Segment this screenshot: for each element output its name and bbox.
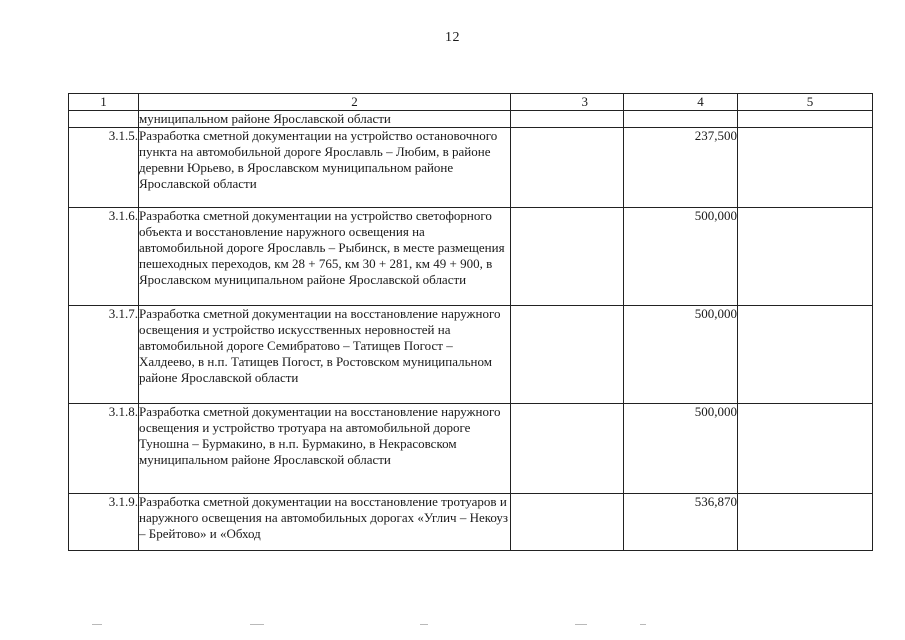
table-row [69, 306, 873, 404]
cell-amount: 500,000 [624, 404, 738, 494]
scan-dot [640, 624, 646, 625]
table-row-continuation [69, 111, 873, 128]
cell-desc: Разработка сметной документации на устройство светофорного объекта и восстановление наружного освещения на автомобильной дороге Ярославль – Рыбинск, в месте размещения пешеходных переходов, км 28 + 765, км 30 + 281, км 49 + 900, в Ярославском муниципальном районе Ярославской области [139, 208, 511, 306]
cell-desc: Разработка сметной документации на восстановление наружного освещения и устройство искусственных неровностей на автомобильной дороге Семибратово – Татищев Погост – Халдеево, в н.п. Татищев Погост, в Ростовском муниципальном районе Ярославской области [139, 306, 511, 404]
scan-dot [250, 624, 264, 625]
scan-dot [575, 624, 587, 625]
table-row [69, 128, 873, 208]
cell-col5 [738, 494, 873, 551]
cell-num: 3.1.5. [69, 128, 139, 208]
header-col-3: 3 [511, 94, 624, 111]
cell-num: 3.1.9. [69, 494, 139, 551]
cell-col3 [511, 494, 624, 551]
budget-table [68, 93, 873, 551]
cell-col5 [738, 306, 873, 404]
cell-col5 [738, 128, 873, 208]
cell-amount: 237,500 [624, 128, 738, 208]
page-number: 12 [445, 30, 460, 45]
cell-col3 [511, 208, 624, 306]
cell-col5 [738, 111, 873, 128]
cell-num: 3.1.6. [69, 208, 139, 306]
cell-col4 [624, 111, 738, 128]
cell-amount: 500,000 [624, 208, 738, 306]
cell-desc-continuation: муниципальном районе Ярославской области [139, 111, 511, 128]
cell-desc: Разработка сметной документации на восстановление тротуаров и наружного освещения на автомобильных дорогах «Углич – Некоуз – Брейтово» и «Обход [139, 494, 511, 551]
cell-desc: Разработка сметной документации на восстановление наружного освещения и устройство тротуара на автомобильной дороге Туношна – Бурмакино, в н.п. Бурмакино, в Некрасовском муниципальном районе Ярославской области [139, 404, 511, 494]
cell-col5 [738, 404, 873, 494]
cell-num [69, 111, 139, 128]
cell-col3 [511, 306, 624, 404]
header-col-5: 5 [738, 94, 873, 111]
header-col-4: 4 [624, 94, 738, 111]
header-col-1: 1 [69, 94, 139, 111]
cell-num: 3.1.8. [69, 404, 139, 494]
cell-num: 3.1.7. [69, 306, 139, 404]
cell-desc: Разработка сметной документации на устройство остановочного пункта на автомобильной дороге Ярославль – Любим, в районе деревни Юрьево, в Ярославском муниципальном районе Ярославской области [139, 128, 511, 208]
cell-amount: 500,000 [624, 306, 738, 404]
table-header-row [69, 94, 873, 111]
header-col-2: 2 [139, 94, 511, 111]
table-row [69, 494, 873, 551]
cell-amount: 536,870 [624, 494, 738, 551]
scan-dot [420, 624, 428, 625]
cell-col3 [511, 128, 624, 208]
cell-col3 [511, 404, 624, 494]
table-row [69, 208, 873, 306]
scan-dot [92, 624, 102, 625]
table-row [69, 404, 873, 494]
scan-artifacts [0, 624, 905, 634]
cell-col5 [738, 208, 873, 306]
cell-col3 [511, 111, 624, 128]
